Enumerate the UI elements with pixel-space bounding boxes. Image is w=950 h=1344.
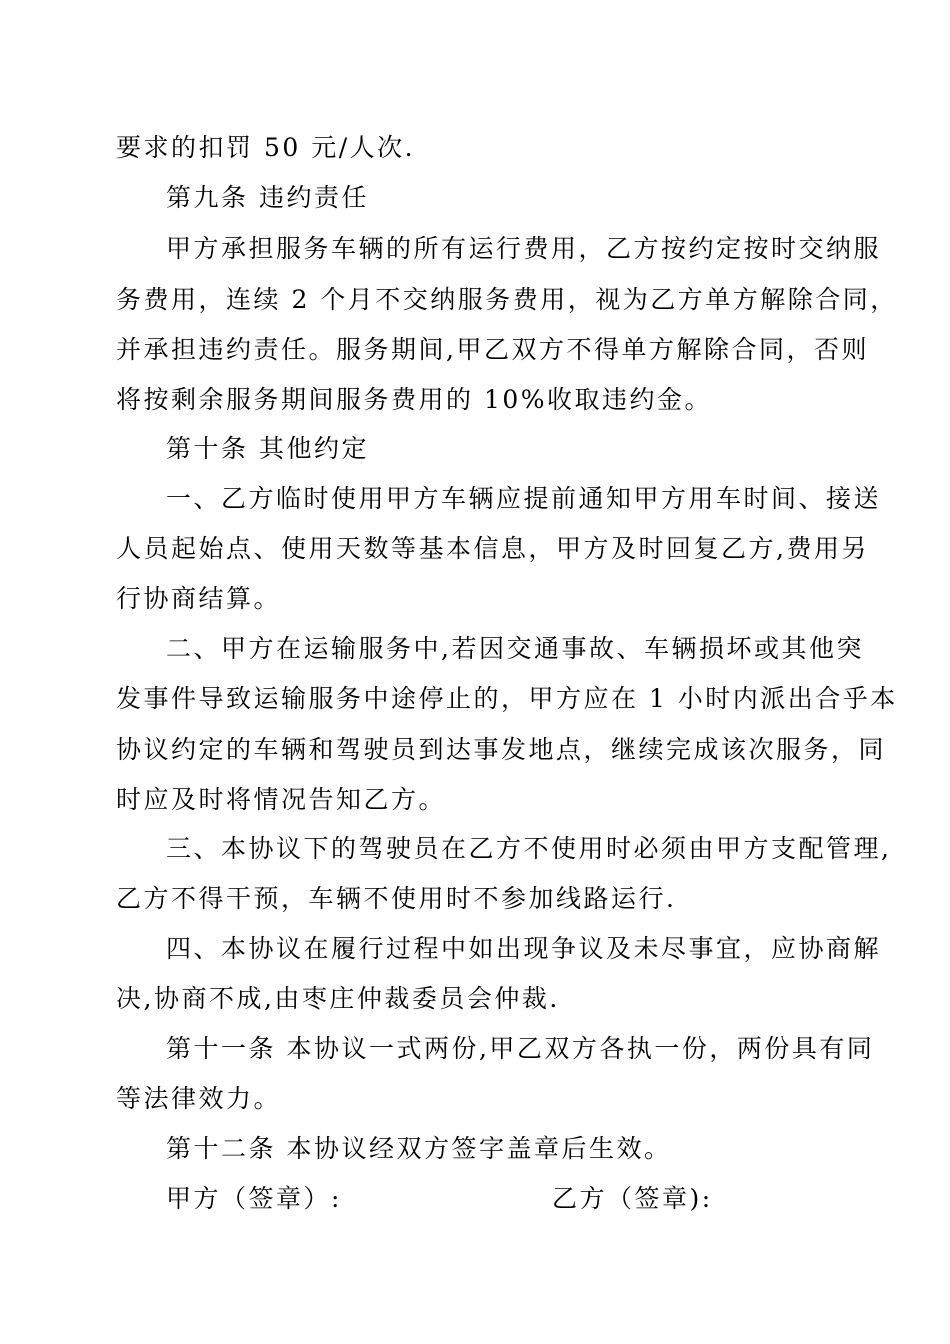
- paragraph-line-10: 行协商结算。: [116, 584, 282, 613]
- paragraph-line-4: 务费用，连续 2 个月不交纳服务费用，视为乙方单方解除合同，: [116, 285, 898, 314]
- paragraph-line-9: 人员起始点、使用天数等基本信息，甲方及时回复乙方,费用另: [116, 534, 869, 563]
- paragraph-line-11: 二、甲方在运输服务中,若因交通事故、车辆损坏或其他突: [166, 634, 864, 663]
- paragraph-line-6: 将按剩余服务期间服务费用的 10%收取违约金。: [116, 385, 713, 414]
- paragraph-line-14: 时应及时将情况告知乙方。: [116, 785, 447, 814]
- article-12-line: 第十二条 本协议经双方签字盖章后生效。: [166, 1134, 672, 1163]
- paragraph-line-1: 要求的扣罚 50 元/人次.: [116, 133, 416, 162]
- party-a-signature-label: 甲方（签章）:: [166, 1184, 342, 1213]
- paragraph-line-20: 等法律效力。: [116, 1084, 282, 1113]
- article-10-heading: 第十条 其他约定: [166, 434, 369, 463]
- paragraph-line-5: 并承担违约责任。服务期间,甲乙双方不得单方解除合同，否则: [116, 335, 869, 364]
- paragraph-line-17: 四、本协议在履行过程中如出现争议及未尽事宜，应协商解: [166, 934, 882, 963]
- paragraph-line-15: 三、本协议下的驾驶员在乙方不使用时必须由甲方支配管理,: [166, 834, 892, 863]
- paragraph-line-12: 发事件导致运输服务中途停止的，甲方应在 1 小时内派出合乎本: [116, 684, 898, 713]
- article-9-heading: 第九条 违约责任: [166, 183, 369, 212]
- paragraph-line-8: 一、乙方临时使用甲方车辆应提前通知甲方用车时间、接送: [166, 484, 882, 513]
- paragraph-line-18: 决,协商不成,由枣庄仲裁委员会仲裁.: [116, 984, 560, 1013]
- article-11-line: 第十一条 本协议一式两份,甲乙双方各执一份，两份具有同: [166, 1034, 875, 1063]
- paragraph-line-3: 甲方承担服务车辆的所有运行费用，乙方按约定按时交纳服: [166, 234, 882, 263]
- paragraph-line-16: 乙方不得干预，车辆不使用时不参加线路运行.: [116, 884, 677, 913]
- party-b-signature-label: 乙方（签章):: [552, 1184, 713, 1213]
- paragraph-line-13: 协议约定的车辆和驾驶员到达事发地点，继续完成该次服务，同: [116, 735, 887, 764]
